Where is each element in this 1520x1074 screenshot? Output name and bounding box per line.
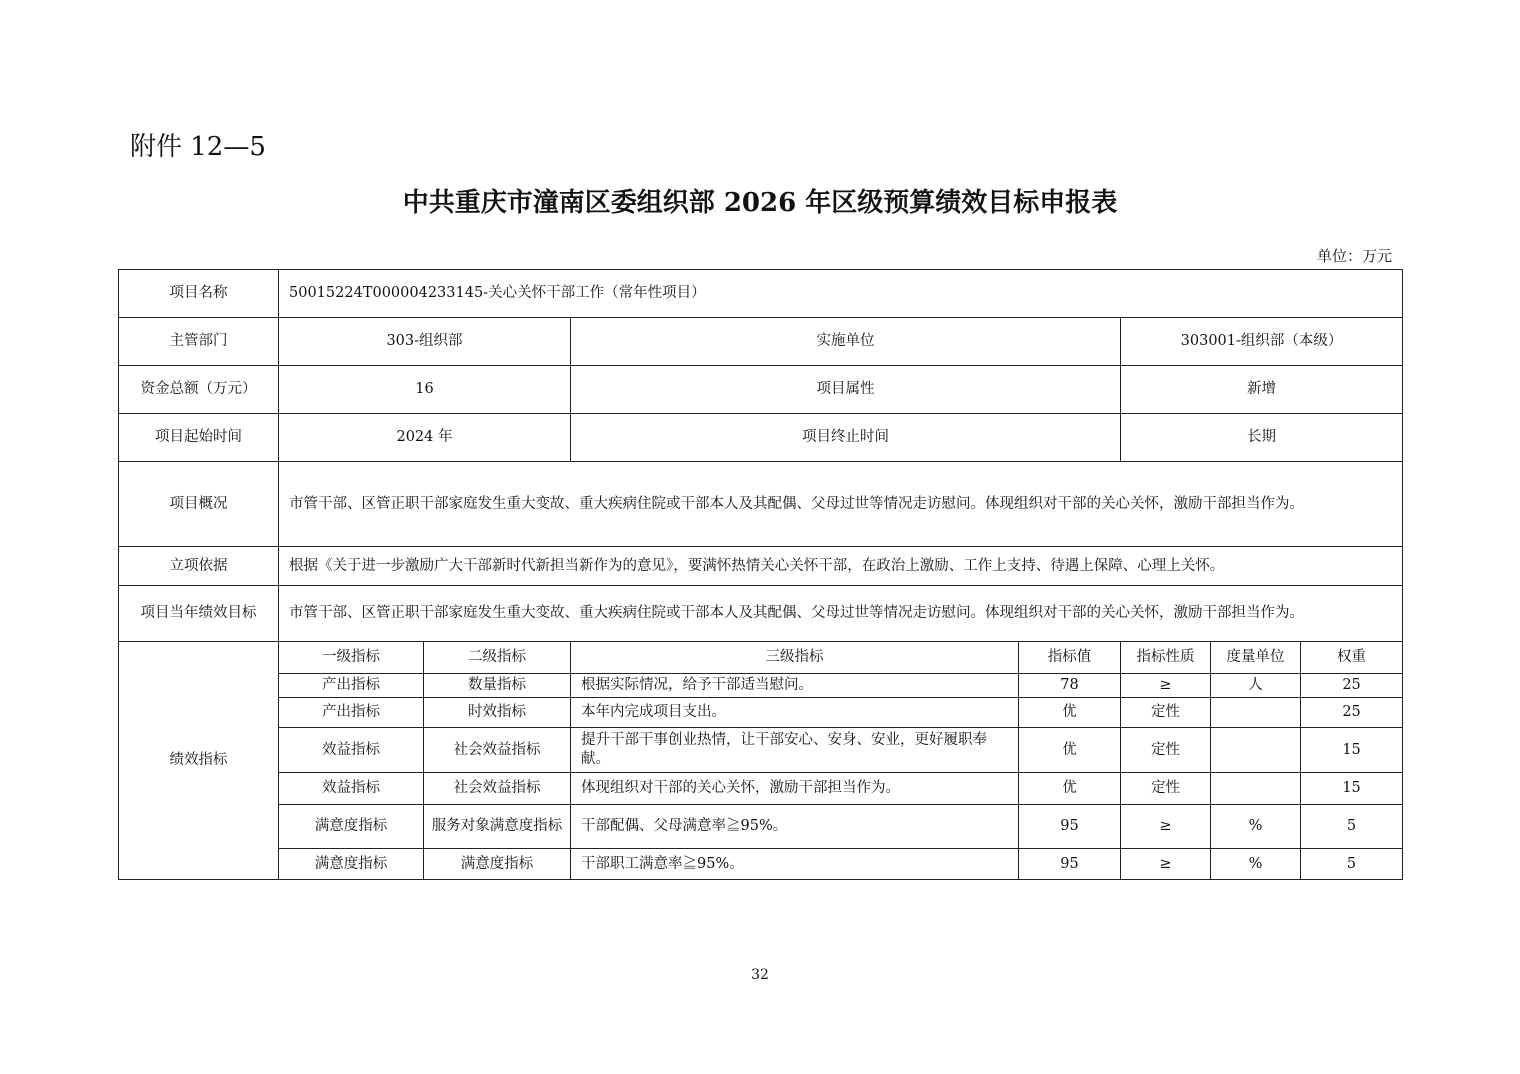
header-cell: 三级指标 — [571, 642, 1019, 674]
form-title: 中共重庆市潼南区委组织部 2026 年区级预算绩效目标申报表 — [402, 188, 1118, 218]
level3-cell: 本年内完成项目支出。 — [571, 698, 1019, 728]
unit-cell — [1211, 728, 1301, 773]
level1-cell: 产出指标 — [279, 698, 424, 728]
header-cell: 权重 — [1301, 642, 1403, 674]
level2-cell: 社会效益指标 — [424, 773, 571, 805]
overview-label: 项目概况 — [119, 462, 279, 547]
header-cell: 指标性质 — [1121, 642, 1211, 674]
page-number: 32 — [751, 967, 769, 983]
impl-label: 实施单位 — [571, 318, 1121, 366]
level2-cell: 服务对象满意度指标 — [424, 805, 571, 849]
weight-cell: 5 — [1301, 849, 1403, 880]
weight-cell: 25 — [1301, 674, 1403, 698]
value-cell: 优 — [1019, 728, 1121, 773]
performance-row — [119, 674, 1403, 698]
nature-cell: ≥ — [1121, 805, 1211, 849]
unit-note: 单位：万元 — [1316, 247, 1392, 265]
weight-cell: 15 — [1301, 728, 1403, 773]
unit-cell — [1211, 773, 1301, 805]
level2-cell: 满意度指标 — [424, 849, 571, 880]
attr-value: 新增 — [1121, 366, 1403, 414]
value-cell: 95 — [1019, 805, 1121, 849]
budget-performance-table — [118, 269, 1403, 880]
project-name-label: 项目名称 — [119, 270, 279, 318]
level1-cell: 满意度指标 — [279, 849, 424, 880]
row-overview — [119, 462, 1403, 547]
nature-cell: ≥ — [1121, 849, 1211, 880]
level1-cell: 效益指标 — [279, 728, 424, 773]
level1-cell: 效益指标 — [279, 773, 424, 805]
project-name-value: 50015224T000004233145-关心关怀干部工作（常年性项目） — [279, 270, 1403, 318]
nature-cell: 定性 — [1121, 728, 1211, 773]
start-label: 项目起始时间 — [119, 414, 279, 462]
end-value: 长期 — [1121, 414, 1403, 462]
level1-cell: 满意度指标 — [279, 805, 424, 849]
value-cell: 95 — [1019, 849, 1121, 880]
performance-row — [119, 849, 1403, 880]
start-value: 2024 年 — [279, 414, 571, 462]
row-basis — [119, 547, 1403, 586]
attr-label: 项目属性 — [571, 366, 1121, 414]
fund-value: 16 — [279, 366, 571, 414]
unit-cell — [1211, 698, 1301, 728]
basis-label: 立项依据 — [119, 547, 279, 586]
nature-cell: ≥ — [1121, 674, 1211, 698]
nature-cell: 定性 — [1121, 773, 1211, 805]
header-cell: 度量单位 — [1211, 642, 1301, 674]
row-goal — [119, 586, 1403, 642]
goal-label: 项目当年绩效目标 — [119, 586, 279, 642]
level2-cell: 数量指标 — [424, 674, 571, 698]
weight-cell: 15 — [1301, 773, 1403, 805]
header-cell: 二级指标 — [424, 642, 571, 674]
performance-row — [119, 728, 1403, 773]
weight-cell: 25 — [1301, 698, 1403, 728]
attachment-label: 附件 12—5 — [130, 132, 266, 162]
end-label: 项目终止时间 — [571, 414, 1121, 462]
performance-row — [119, 698, 1403, 728]
row-project-name — [119, 270, 1403, 318]
row-fund — [119, 366, 1403, 414]
level3-cell: 干部职工满意率≧95%。 — [571, 849, 1019, 880]
performance-row — [119, 773, 1403, 805]
level3-cell: 提升干部干事创业热情，让干部安心、安身、安业，更好履职奉献。 — [571, 728, 1019, 773]
performance-label: 绩效指标 — [119, 642, 279, 880]
level1-cell: 产出指标 — [279, 674, 424, 698]
dept-value: 303-组织部 — [279, 318, 571, 366]
value-cell: 78 — [1019, 674, 1121, 698]
basis-value: 根据《关于进一步激励广大干部新时代新担当新作为的意见》，要满怀热情关心关怀干部，在政治上激励、工作上支持、待遇上保障、心理上关怀。 — [279, 547, 1403, 586]
level2-cell: 社会效益指标 — [424, 728, 571, 773]
performance-header-row — [119, 642, 1403, 674]
dept-label: 主管部门 — [119, 318, 279, 366]
level3-cell: 干部配偶、父母满意率≧95%。 — [571, 805, 1019, 849]
unit-cell: % — [1211, 805, 1301, 849]
level3-cell: 体现组织对干部的关心关怀，激励干部担当作为。 — [571, 773, 1019, 805]
goal-value: 市管干部、区管正职干部家庭发生重大变故、重大疾病住院或干部本人及其配偶、父母过世等情况走访慰问。体现组织对干部的关心关怀，激励干部担当作为。 — [279, 586, 1403, 642]
unit-cell: % — [1211, 849, 1301, 880]
level3-cell: 根据实际情况，给予干部适当慰问。 — [571, 674, 1019, 698]
row-department — [119, 318, 1403, 366]
weight-cell: 5 — [1301, 805, 1403, 849]
nature-cell: 定性 — [1121, 698, 1211, 728]
impl-value: 303001-组织部（本级） — [1121, 318, 1403, 366]
value-cell: 优 — [1019, 698, 1121, 728]
fund-label: 资金总额（万元） — [119, 366, 279, 414]
unit-cell: 人 — [1211, 674, 1301, 698]
value-cell: 优 — [1019, 773, 1121, 805]
header-cell: 指标值 — [1019, 642, 1121, 674]
performance-row — [119, 805, 1403, 849]
header-cell: 一级指标 — [279, 642, 424, 674]
row-period — [119, 414, 1403, 462]
level2-cell: 时效指标 — [424, 698, 571, 728]
overview-value: 市管干部、区管正职干部家庭发生重大变故、重大疾病住院或干部本人及其配偶、父母过世等情况走访慰问。体现组织对干部的关心关怀，激励干部担当作为。 — [279, 462, 1403, 547]
